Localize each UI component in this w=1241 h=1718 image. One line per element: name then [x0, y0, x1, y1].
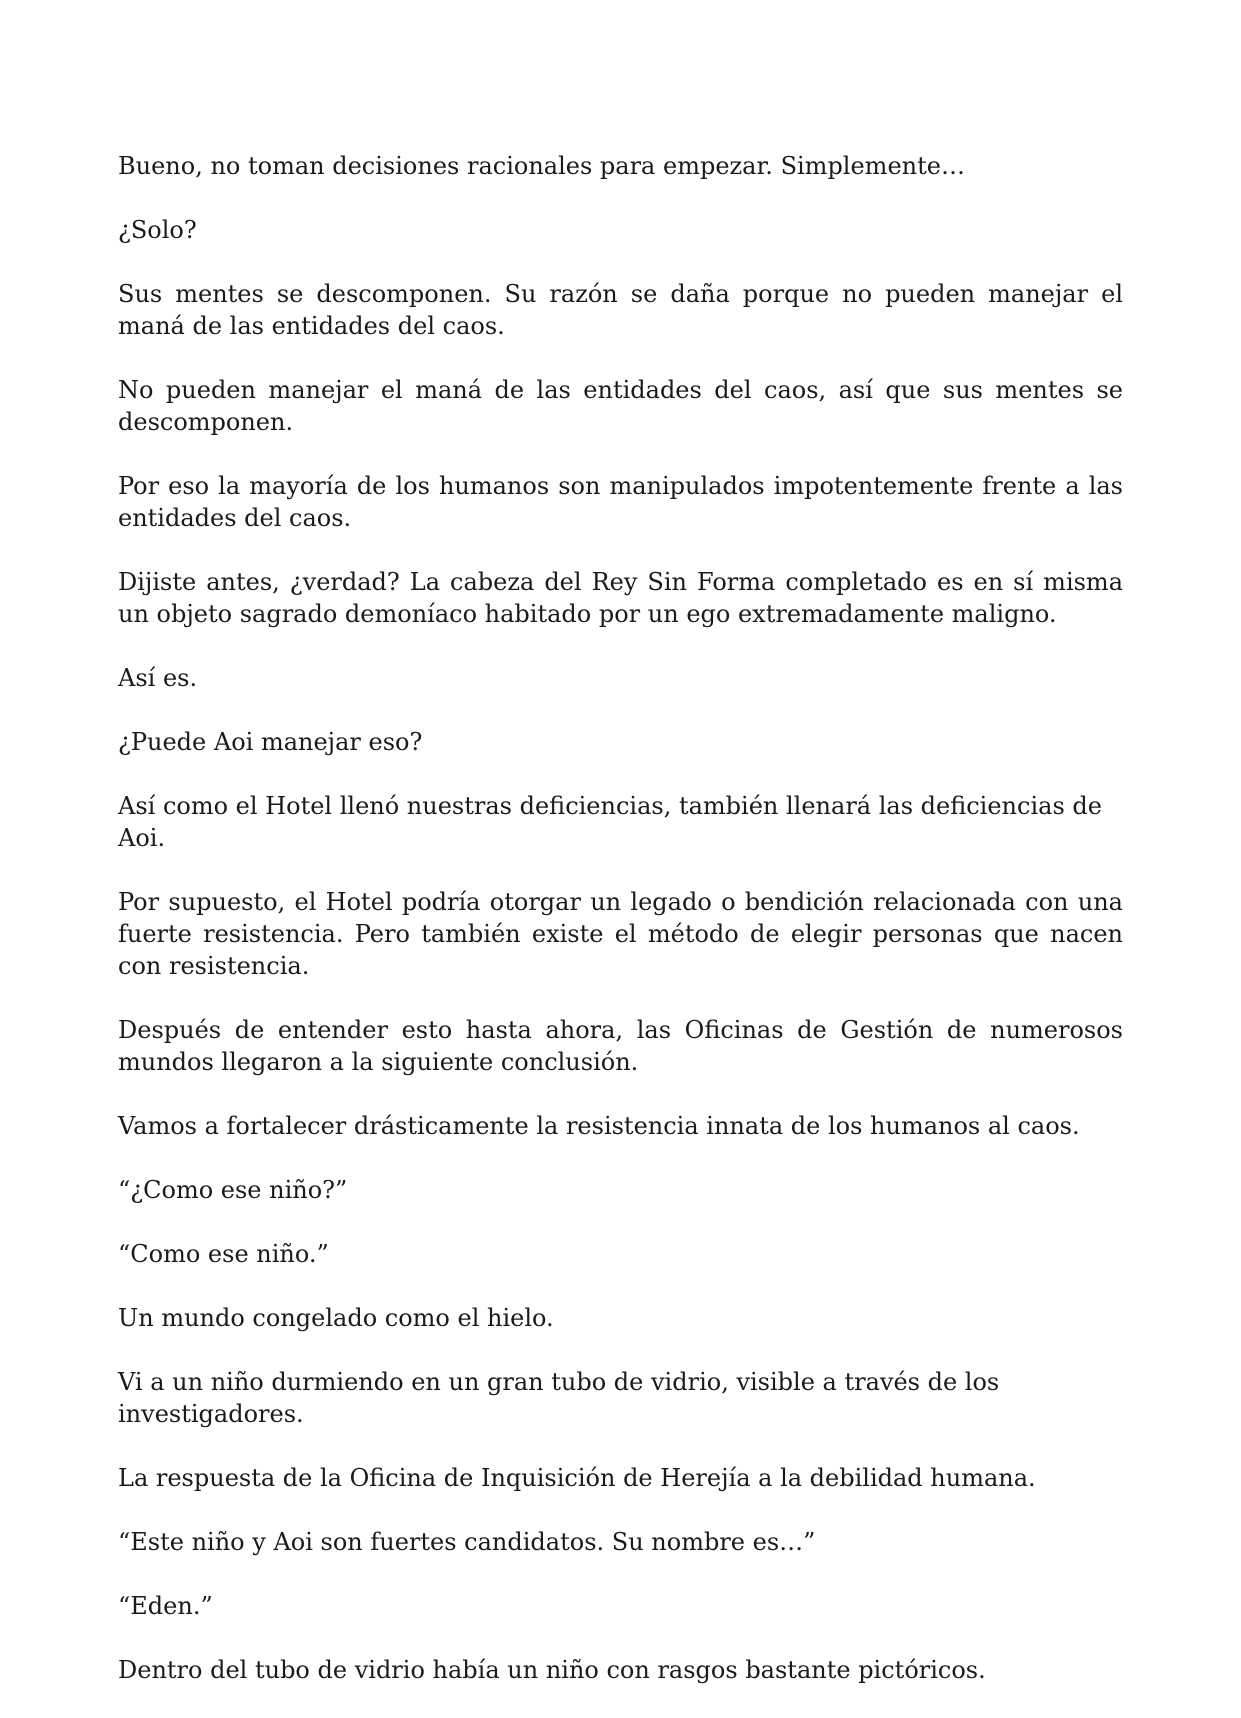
paragraph-9: Así como el Hotel llenó nuestras deficiencias, también llenará las deficiencias de Aoi. — [118, 792, 1102, 852]
paragraph-17: La respuesta de la Oficina de Inquisición de Herejía a la debilidad humana. — [118, 1464, 1036, 1492]
paragraph-14: “Como ese niño.” — [118, 1240, 329, 1268]
paragraph-7: Así es. — [118, 664, 198, 692]
paragraph-15: Un mundo congelado como el hielo. — [118, 1304, 554, 1332]
paragraph-20: Dentro del tubo de vidrio había un niño con rasgos bastante pictóricos. — [118, 1656, 986, 1684]
document-page — [118, 150, 1123, 1718]
paragraph-4: No pueden manejar el maná de las entidades del caos, así que sus mentes se descomponen. — [118, 376, 1123, 436]
paragraph-19: “Eden.” — [118, 1592, 213, 1620]
paragraph-12: Vamos a fortalecer drásticamente la resistencia innata de los humanos al caos. — [118, 1112, 1080, 1140]
paragraph-5: Por eso la mayoría de los humanos son manipulados impotentemente frente a las entidades del caos. — [118, 472, 1123, 532]
paragraph-3: Sus mentes se descomponen. Su razón se daña porque no pueden manejar el maná de las entidades del caos. — [118, 280, 1123, 340]
paragraph-16: Vi a un niño durmiendo en un gran tubo de vidrio, visible a través de los investigadores. — [118, 1368, 1000, 1428]
paragraph-11: Después de entender esto hasta ahora, las Oficinas de Gestión de numerosos mundos llegaron a la siguiente conclusión. — [118, 1016, 1123, 1076]
paragraph-18: “Este niño y Aoi son fuertes candidatos. Su nombre es…” — [118, 1528, 816, 1556]
paragraph-13: “¿Como ese niño?” — [118, 1176, 348, 1204]
paragraph-8: ¿Puede Aoi manejar eso? — [118, 728, 423, 756]
paragraph-1: Bueno, no toman decisiones racionales para empezar. Simplemente… — [118, 152, 965, 180]
paragraph-2: ¿Solo? — [118, 216, 197, 244]
paragraph-10: Por supuesto, el Hotel podría otorgar un legado o bendición relacionada con una fuerte resistencia. Pero también existe el método de elegir personas que nacen con resistencia. — [118, 888, 1123, 980]
paragraph-6: Dijiste antes, ¿verdad? La cabeza del Rey Sin Forma completado es en sí misma un objeto sagrado demoníaco habitado por un ego extremadamente maligno. — [118, 568, 1123, 628]
